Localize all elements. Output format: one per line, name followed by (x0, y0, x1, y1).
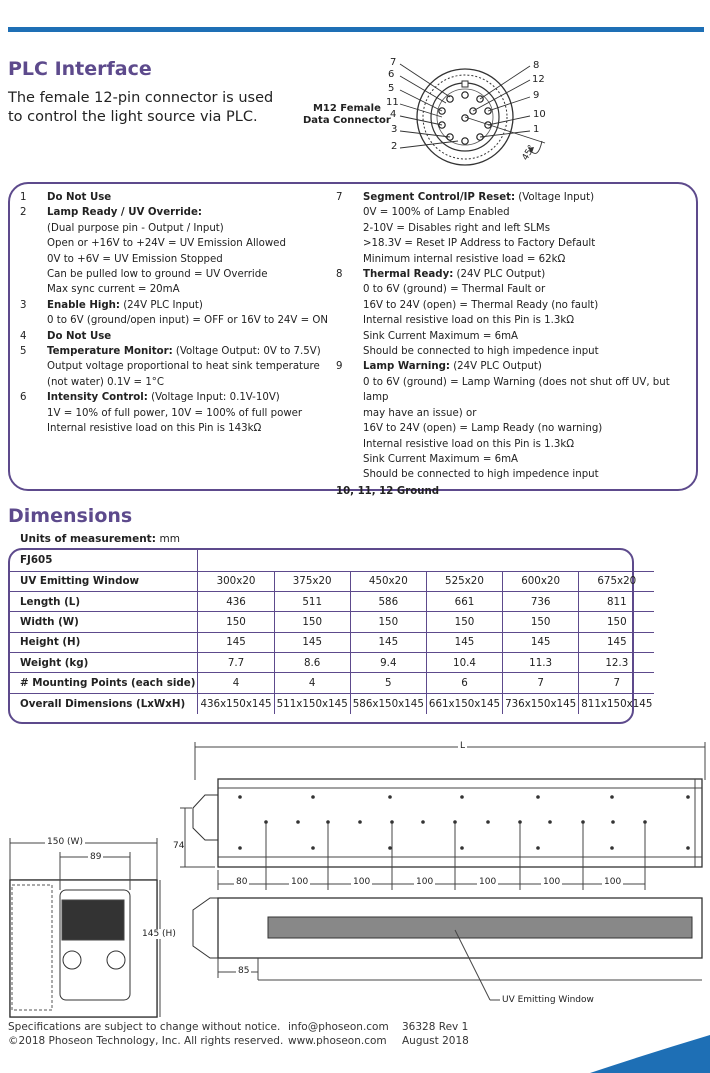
pin-label: 7 (390, 57, 397, 68)
connector-label-line1: M12 Female (312, 103, 381, 114)
connector-label (303, 103, 391, 127)
table-cell: 7 (579, 673, 655, 693)
table-cell: 300x20 (198, 571, 274, 591)
pin-number: 1 (20, 192, 27, 203)
pin-item (336, 267, 692, 359)
spacing-label: 100 (543, 877, 561, 887)
footer-spec-line1: Specifications are subject to change without notice. (8, 1021, 281, 1033)
mount-bracket (193, 795, 218, 840)
connector-pin-labels-left (388, 57, 399, 153)
table-cell: 145 (350, 632, 426, 652)
pin-item (336, 359, 692, 482)
front-connector (62, 900, 124, 940)
pin-label: 6 (388, 69, 395, 80)
pin-item (20, 390, 340, 436)
table-cell: 150 (350, 612, 426, 632)
pin-body (363, 190, 692, 267)
pin-label: 2 (391, 141, 398, 152)
pin-body (363, 267, 692, 359)
pin-item (20, 190, 340, 205)
pin-body (47, 390, 340, 436)
pin-label: 9 (533, 90, 540, 101)
table-cell: 145 (579, 632, 655, 652)
pin-description-line: 0V to +6V = UV Emission Stopped (47, 253, 223, 265)
pin-body (363, 359, 692, 482)
row-label: Height (H) (10, 632, 198, 652)
label-74: 74 (173, 841, 185, 851)
table-cell: 145 (198, 632, 274, 652)
row-label: # Mounting Points (each side) (10, 673, 198, 693)
pin-title: Temperature Monitor: (47, 346, 173, 358)
footer-doc-number: 36328 Rev 1 (402, 1021, 469, 1033)
footer-web-link[interactable]: www.phoseon.com (288, 1035, 387, 1047)
pin-title-suffix: (Voltage Input: 0.1V-10V) (147, 392, 280, 404)
pin-description-line: (not water) 0.1V = 1°C (47, 376, 165, 388)
model-name: FJ605 (10, 550, 198, 571)
pin-description-line: 0V = 100% of Lamp Enabled (363, 207, 510, 219)
row-label: Overall Dimensions (LxWxH) (10, 693, 198, 713)
pin-description-line: Sink Current Maximum = 6mA (363, 453, 518, 465)
footer-spec (8, 1020, 283, 1048)
table-cell: 736x150x145 (503, 693, 579, 713)
pin-number: 9 (336, 361, 343, 373)
pin-description-line: 0 to 6V (ground/open input) = OFF or 16V to 24V = ON (47, 315, 329, 327)
table-cell: 675x20 (579, 571, 655, 591)
pin-item (20, 329, 340, 344)
pin-title: Enable High: (47, 299, 120, 311)
pin-heading (47, 344, 340, 359)
table-cell: 5 (350, 673, 426, 693)
pin-description-line: Output voltage proportional to heat sink temperature (47, 361, 320, 373)
table-cell: 600x20 (503, 571, 579, 591)
pin-heading (363, 190, 692, 205)
row-label: Length (L) (10, 591, 198, 611)
pin-item (20, 298, 340, 329)
units-of-measurement (20, 533, 180, 545)
plc-intro-line2: to control the light source via PLC. (8, 109, 258, 125)
pin-description-line: Internal resistive load on this Pin is 1.3kΩ (363, 438, 575, 450)
pin-description-line: >18.3V = Reset IP Address to Factory Default (363, 238, 596, 250)
pin-description-line: Internal resistive load on this Pin is 1.3kΩ (363, 315, 575, 327)
table-cell: 811 (579, 591, 655, 611)
spacing-label: 100 (479, 877, 497, 887)
table-cell: 436x150x145 (198, 693, 274, 713)
pin-number: 6 (20, 392, 27, 404)
row-label: Weight (kg) (10, 653, 198, 673)
pin-description-line: 0 to 6V (ground) = Thermal Fault or (363, 284, 546, 296)
pin-heading (47, 205, 340, 220)
table-cell: 145 (503, 632, 579, 652)
pin-description-line: Internal resistive load on this Pin is 143kΩ (47, 423, 262, 435)
row-label: UV Emitting Window (10, 571, 198, 591)
pin-label: 3 (391, 124, 398, 135)
pin-label: 10 (533, 109, 546, 120)
spacing-label: 100 (604, 877, 622, 887)
pin-title-suffix: (Voltage Input) (515, 192, 595, 203)
dimensions-table (8, 548, 653, 724)
angle-label: 45° (520, 143, 538, 163)
pin-title: Thermal Ready: (363, 269, 454, 281)
footer-email-link[interactable]: info@phoseon.com (288, 1021, 389, 1033)
table-cell: 586x150x145 (350, 693, 426, 713)
pin-heading (47, 390, 340, 405)
spacing-label: 100 (353, 877, 371, 887)
pin-title-suffix: (24V PLC Output) (449, 361, 542, 373)
pin-heading (363, 267, 692, 282)
units-label: Units of measurement: (20, 533, 156, 545)
pin-title: Segment Control/IP Reset: (363, 192, 516, 203)
plc-intro-line1: The female 12-pin connector is used (8, 90, 274, 106)
table-cell: 511x150x145 (274, 693, 350, 713)
pin-heading (363, 359, 692, 374)
pin-description-line: may have an issue) or (363, 407, 477, 419)
pin-number: 8 (336, 269, 343, 281)
pin-number: 7 (336, 192, 343, 203)
pin-label: 1 (533, 124, 540, 135)
table-row (10, 673, 654, 693)
pin-description-line: Max sync current = 20mA (47, 284, 180, 296)
pin-description-line: Sink Current Maximum = 6mA (363, 330, 518, 342)
uv-window-leader (455, 930, 490, 1000)
pin-heading (47, 329, 340, 344)
table-cell: 7 (503, 673, 579, 693)
pin-item (336, 190, 692, 267)
table-row (10, 693, 654, 713)
label-85: 85 (238, 966, 250, 976)
pin-description-line: 2-10V = Disables right and left SLMs (363, 222, 550, 234)
table-cell: 7.7 (198, 653, 274, 673)
label-W: 150 (W) (47, 837, 83, 847)
pin-label: 12 (532, 74, 545, 85)
pin-heading (47, 190, 340, 205)
corner-swoosh (590, 1033, 710, 1073)
plc-title: PLC Interface (8, 58, 152, 80)
label-uv-window: UV Emitting Window (502, 995, 594, 1005)
footer-doc (402, 1020, 469, 1048)
pin-title: Do Not Use (47, 330, 112, 342)
pin-title: Intensity Control: (47, 392, 148, 404)
table-cell: 436 (198, 591, 274, 611)
units-value: mm (159, 533, 181, 545)
connector-key (462, 81, 468, 87)
connector-label-line2: Data Connector (303, 115, 391, 126)
table-cell: 150 (198, 612, 274, 632)
ground-pins: 10, 11, 12 Ground (336, 485, 440, 497)
label-H: 145 (H) (142, 929, 176, 939)
table-row (10, 632, 654, 652)
pin-description-line: (Dual purpose pin - Output / Input) (47, 222, 224, 234)
pin-description-line: 1V = 10% of full power, 10V = 100% of full power (47, 407, 303, 419)
pin-number: 3 (20, 299, 27, 311)
pin-description-line: Open or +16V to +24V = UV Emission Allowed (47, 238, 286, 250)
pin-description-line: Can be pulled low to ground = UV Override (47, 269, 268, 281)
table-cell: 8.6 (274, 653, 350, 673)
pin-title-suffix: (Voltage Output: 0V to 7.5V) (172, 346, 321, 358)
pin-label: 8 (533, 60, 540, 71)
table-cell: 811x150x145 (579, 693, 655, 713)
connector-pin-labels-right (533, 59, 546, 137)
footer-doc-date: August 2018 (402, 1035, 469, 1047)
table-cell: 11.3 (503, 653, 579, 673)
pin-number: 2 (20, 207, 27, 219)
pin-description-line: 0 to 6V (ground) = Lamp Warning (does not shut off UV, but lamp (363, 376, 670, 404)
table-cell: 4 (198, 673, 274, 693)
pin-description-line: Should be connected to high impedence input (363, 346, 599, 358)
table-cell: 525x20 (426, 571, 502, 591)
mount-points (238, 795, 690, 850)
pin-body (47, 298, 340, 329)
table-cell: 661x150x145 (426, 693, 502, 713)
pin-title: Lamp Warning: (363, 361, 450, 373)
pin-description-line: Minimum internal resistive load = 62kΩ (363, 253, 566, 265)
technical-drawing (0, 735, 710, 1015)
pin-list-right (336, 190, 692, 499)
pin-description-line: 16V to 24V (open) = Lamp Ready (no warning) (363, 423, 603, 435)
table-cell: 12.3 (579, 653, 655, 673)
connector-leaders-left (400, 64, 458, 148)
spacing-label: 80 (236, 877, 248, 887)
top-rule (8, 27, 704, 32)
pin-number: 5 (20, 346, 27, 358)
pin-label: 4 (390, 109, 397, 120)
table-row (10, 612, 654, 632)
model-header-spacer (198, 550, 654, 571)
footer-spec-line2: ©2018 Phoseon Technology, Inc. All rights reserved. (8, 1035, 284, 1047)
table-row (10, 653, 654, 673)
spacing-label: 100 (416, 877, 434, 887)
label-89: 89 (90, 852, 102, 862)
pin-description-line: 16V to 24V (open) = Thermal Ready (no fault) (363, 299, 599, 311)
row-label: Width (W) (10, 612, 198, 632)
uv-window (268, 917, 692, 938)
table-row (10, 591, 654, 611)
table-cell: 586 (350, 591, 426, 611)
pin-body (47, 205, 340, 297)
pin-label: 5 (388, 83, 395, 94)
pin-label: 11 (386, 97, 399, 108)
table-cell: 10.4 (426, 653, 502, 673)
table-cell: 375x20 (274, 571, 350, 591)
pin-description-line: Should be connected to high impedence input (363, 469, 599, 481)
pin-item (20, 205, 340, 297)
table-cell: 736 (503, 591, 579, 611)
table-cell: 511 (274, 591, 350, 611)
pin-body (47, 344, 340, 390)
pin-title: Lamp Ready / UV Override: (47, 207, 202, 219)
pin-body (47, 190, 340, 205)
plc-intro (8, 89, 273, 127)
table-cell: 150 (579, 612, 655, 632)
spacing-label: 100 (291, 877, 309, 887)
table-row (10, 571, 654, 591)
table-cell: 4 (274, 673, 350, 693)
dimensions-title: Dimensions (8, 505, 133, 527)
table-cell: 150 (274, 612, 350, 632)
table-cell: 145 (426, 632, 502, 652)
table-cell: 450x20 (350, 571, 426, 591)
table-cell: 9.4 (350, 653, 426, 673)
table-cell: 661 (426, 591, 502, 611)
table-cell: 150 (426, 612, 502, 632)
top-view-body (218, 779, 702, 867)
table-cell: 6 (426, 673, 502, 693)
footer-contact (288, 1020, 389, 1048)
pin-title-suffix: (24V PLC Input) (119, 299, 203, 311)
table-cell: 145 (274, 632, 350, 652)
pin-title-suffix: (24V PLC Output) (453, 269, 546, 281)
pin-list-left (20, 190, 340, 437)
pin-title: Do Not Use (47, 192, 112, 203)
pin-body (47, 329, 340, 344)
pin-heading (47, 298, 340, 313)
pin-item (20, 344, 340, 390)
pin-number: 4 (20, 330, 27, 342)
connector-diagram (380, 55, 580, 180)
table-cell: 150 (503, 612, 579, 632)
label-L: L (460, 741, 466, 751)
side-bracket (193, 898, 218, 958)
